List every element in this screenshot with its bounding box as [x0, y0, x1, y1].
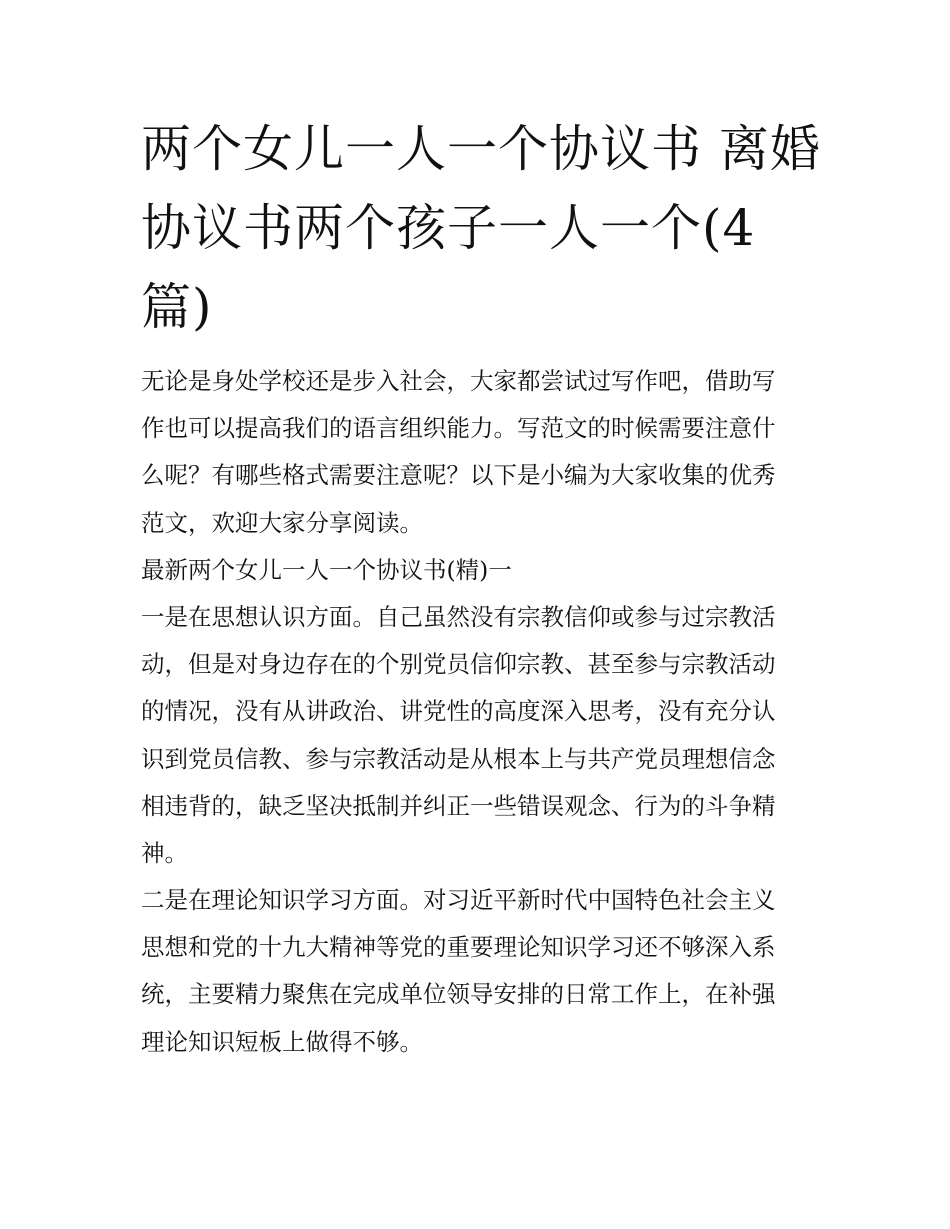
intro-paragraph-line: 作也可以提高我们的语言组织能力。写范文的时候需要注意什 — [141, 414, 776, 443]
intro-paragraph-line: 无论是身处学校还是步入社会，大家都尝试过写作吧，借助写 — [141, 367, 776, 395]
paragraph-one-line: 的情况，没有从讲政治、讲党性的高度深入思考，没有充分认 — [141, 697, 776, 726]
intro-paragraph-line: 范文，欢迎大家分享阅读。 — [141, 508, 423, 537]
title-line: 两个女儿一人一个协议书 离婚 — [141, 120, 821, 178]
title-line: 篇) — [141, 278, 213, 336]
paragraph-one-line: 神。 — [141, 838, 188, 867]
document-title — [141, 110, 821, 347]
intro-paragraph-line: 么呢？有哪些格式需要注意呢？以下是小编为大家收集的优秀 — [141, 461, 776, 490]
paragraph-two-line: 统，主要精力聚焦在完成单位领导安排的日常工作上，在补强 — [141, 980, 776, 1009]
paragraph-one-line: 相违背的，缺乏坚决抵制并纠正一些错误观念、行为的斗争精 — [141, 791, 776, 820]
document-body — [141, 358, 821, 1066]
section-heading: 最新两个女儿一人一个协议书(精)一 — [141, 555, 512, 584]
paragraph-one-line: 一是在思想认识方面。自己虽然没有宗教信仰或参与过宗教活 — [141, 602, 776, 631]
title-line: 协议书两个孩子一人一个(4 — [141, 199, 756, 257]
paragraph-two-line: 思想和党的十九大精神等党的重要理论知识学习还不够深入系 — [141, 933, 776, 962]
paragraph-one-line: 动，但是对身边存在的个别党员信仰宗教、甚至参与宗教活动 — [141, 650, 776, 679]
paragraph-two-line: 理论知识短板上做得不够。 — [141, 1027, 423, 1056]
paragraph-one-line: 识到党员信教、参与宗教活动是从根本上与共产党员理想信念 — [141, 744, 776, 773]
paragraph-two-line: 二是在理论知识学习方面。对习近平新时代中国特色社会主义 — [141, 886, 776, 915]
